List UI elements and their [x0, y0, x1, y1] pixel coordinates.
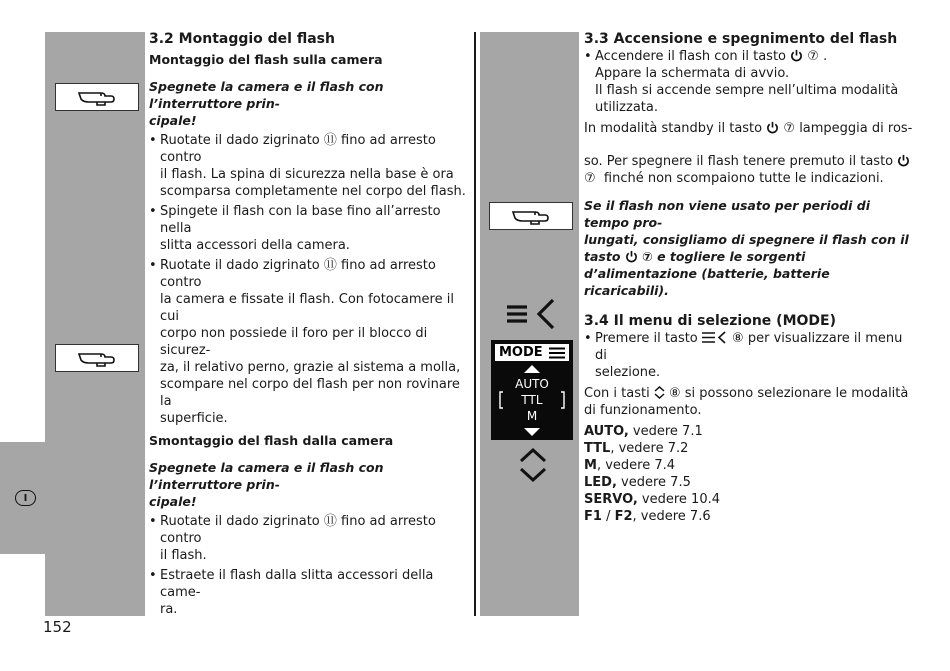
- section-title-3-2: 3.2 Montaggio del flash: [149, 31, 335, 47]
- mode-list: [584, 423, 914, 525]
- section-title-3-3: 3.3 Accensione e spegnimento del flash: [584, 31, 898, 47]
- column-divider: [474, 32, 476, 616]
- mode-label: MODE: [495, 344, 569, 361]
- warning-3-line1: Se il flash non viene usato per periodi di tempo pro-: [584, 198, 871, 230]
- left-column: [149, 30, 469, 618]
- right-column: [584, 30, 914, 525]
- warning-3-line4: d’alimentazione (batterie, batterie ricaricabili).: [584, 266, 830, 298]
- warning-3-line2: lungati, consigliamo di spegnere il flash con il: [584, 232, 909, 247]
- left-margin-column: [45, 32, 145, 616]
- menu-back-icon: [702, 331, 728, 344]
- menu-back-icon: [505, 298, 559, 330]
- mode-select-text: Con i tasti ⑧ si possono selezionare le modalità: [584, 386, 909, 401]
- list-item: • Ruotate il dado zigrinato ⑪ fino ad arresto contro il flash. La spina di sicurezza nella base è ora scomparsa completamente nel corpo del flash.: [149, 132, 469, 200]
- mode-entry: M, vedere 7.4: [584, 458, 676, 473]
- mode-entry: AUTO, vedere 7.1: [584, 424, 703, 439]
- up-down-chevron-icon: [518, 448, 548, 482]
- mode-option-ttl: TTL: [521, 393, 543, 407]
- mode-entry: F1 / F2, vedere 7.6: [584, 509, 711, 524]
- list-item: • Premere il tasto ⑧ per visualizzare il menu di selezione.: [584, 330, 914, 381]
- note-hand-icon-1: [55, 83, 139, 111]
- arrow-up-icon: [524, 365, 540, 373]
- power-icon: [766, 121, 779, 134]
- warning-1-line2: cipale!: [149, 113, 197, 128]
- mode-display-panel: [491, 340, 573, 440]
- mode-option-m: M: [526, 409, 538, 423]
- power-off-text: so. Per spegnere il flash tenere premuto il tasto: [584, 153, 914, 170]
- page-number: 152: [43, 618, 72, 636]
- mode-entry: LED, vedere 7.5: [584, 475, 691, 490]
- warning-1-line1: Spegnete la camera e il flash con l’interruttore prin-: [149, 79, 384, 111]
- mode-select-text-cont: di funzionamento.: [584, 403, 702, 418]
- list-item: • Ruotate il dado zigrinato ⑪ fino ad arresto contro il flash.: [149, 513, 469, 564]
- power-off-text-cont: ⑦ finché non scompaiono tutte le indicazioni.: [584, 171, 884, 186]
- subheading-removing: Smontaggio del flash dalla camera: [149, 433, 394, 448]
- list-item: • Spingete il flash con la base fino all’arresto nella slitta accessori della camera.: [149, 203, 469, 254]
- section-title-3-4: 3.4 Il menu di selezione (MODE): [584, 313, 836, 329]
- subheading-mounting: Montaggio del flash sulla camera: [149, 52, 383, 67]
- warning-3-line3: tasto ⑦ e togliere le sorgenti: [584, 249, 806, 264]
- list-item: • Accendere il flash con il tasto ⑦ . Appare la schermata di avvio. Il flash si accende sempre nell’ultima modalità utilizzata.: [584, 48, 914, 116]
- power-icon: [625, 250, 638, 263]
- menu-icon: [549, 347, 565, 359]
- up-down-chevron-icon: [654, 386, 665, 399]
- standby-text: In modalità standby il tasto ⑦ lampeggia di ros-: [584, 121, 913, 136]
- language-tab: I: [15, 490, 36, 506]
- warning-2-line2: cipale!: [149, 494, 197, 509]
- mode-option-auto: AUTO: [515, 377, 549, 391]
- note-hand-icon-2: [55, 344, 139, 372]
- note-hand-icon-3: [489, 202, 573, 230]
- list-item: • Ruotate il dado zigrinato ⑪ fino ad arresto contro la camera e fissate il flash. Con fotocamere il cui corpo non possiede il foro per il blocco di sicurez- za, il relativo perno, grazie al sistema a molla, scompare nel corpo del flash per non rovinare la superficie.: [149, 257, 469, 427]
- arrow-down-icon: [524, 428, 540, 436]
- power-icon: [897, 154, 910, 167]
- mode-entry: SERVO, vedere 10.4: [584, 492, 721, 507]
- selection-bracket: [499, 391, 565, 409]
- mode-entry: TTL, vedere 7.2: [584, 441, 689, 456]
- power-icon: [790, 49, 803, 62]
- list-item: • Estraete il flash dalla slitta accessori della came- ra.: [149, 567, 469, 618]
- warning-2-line1: Spegnete la camera e il flash con l’interruttore prin-: [149, 460, 384, 492]
